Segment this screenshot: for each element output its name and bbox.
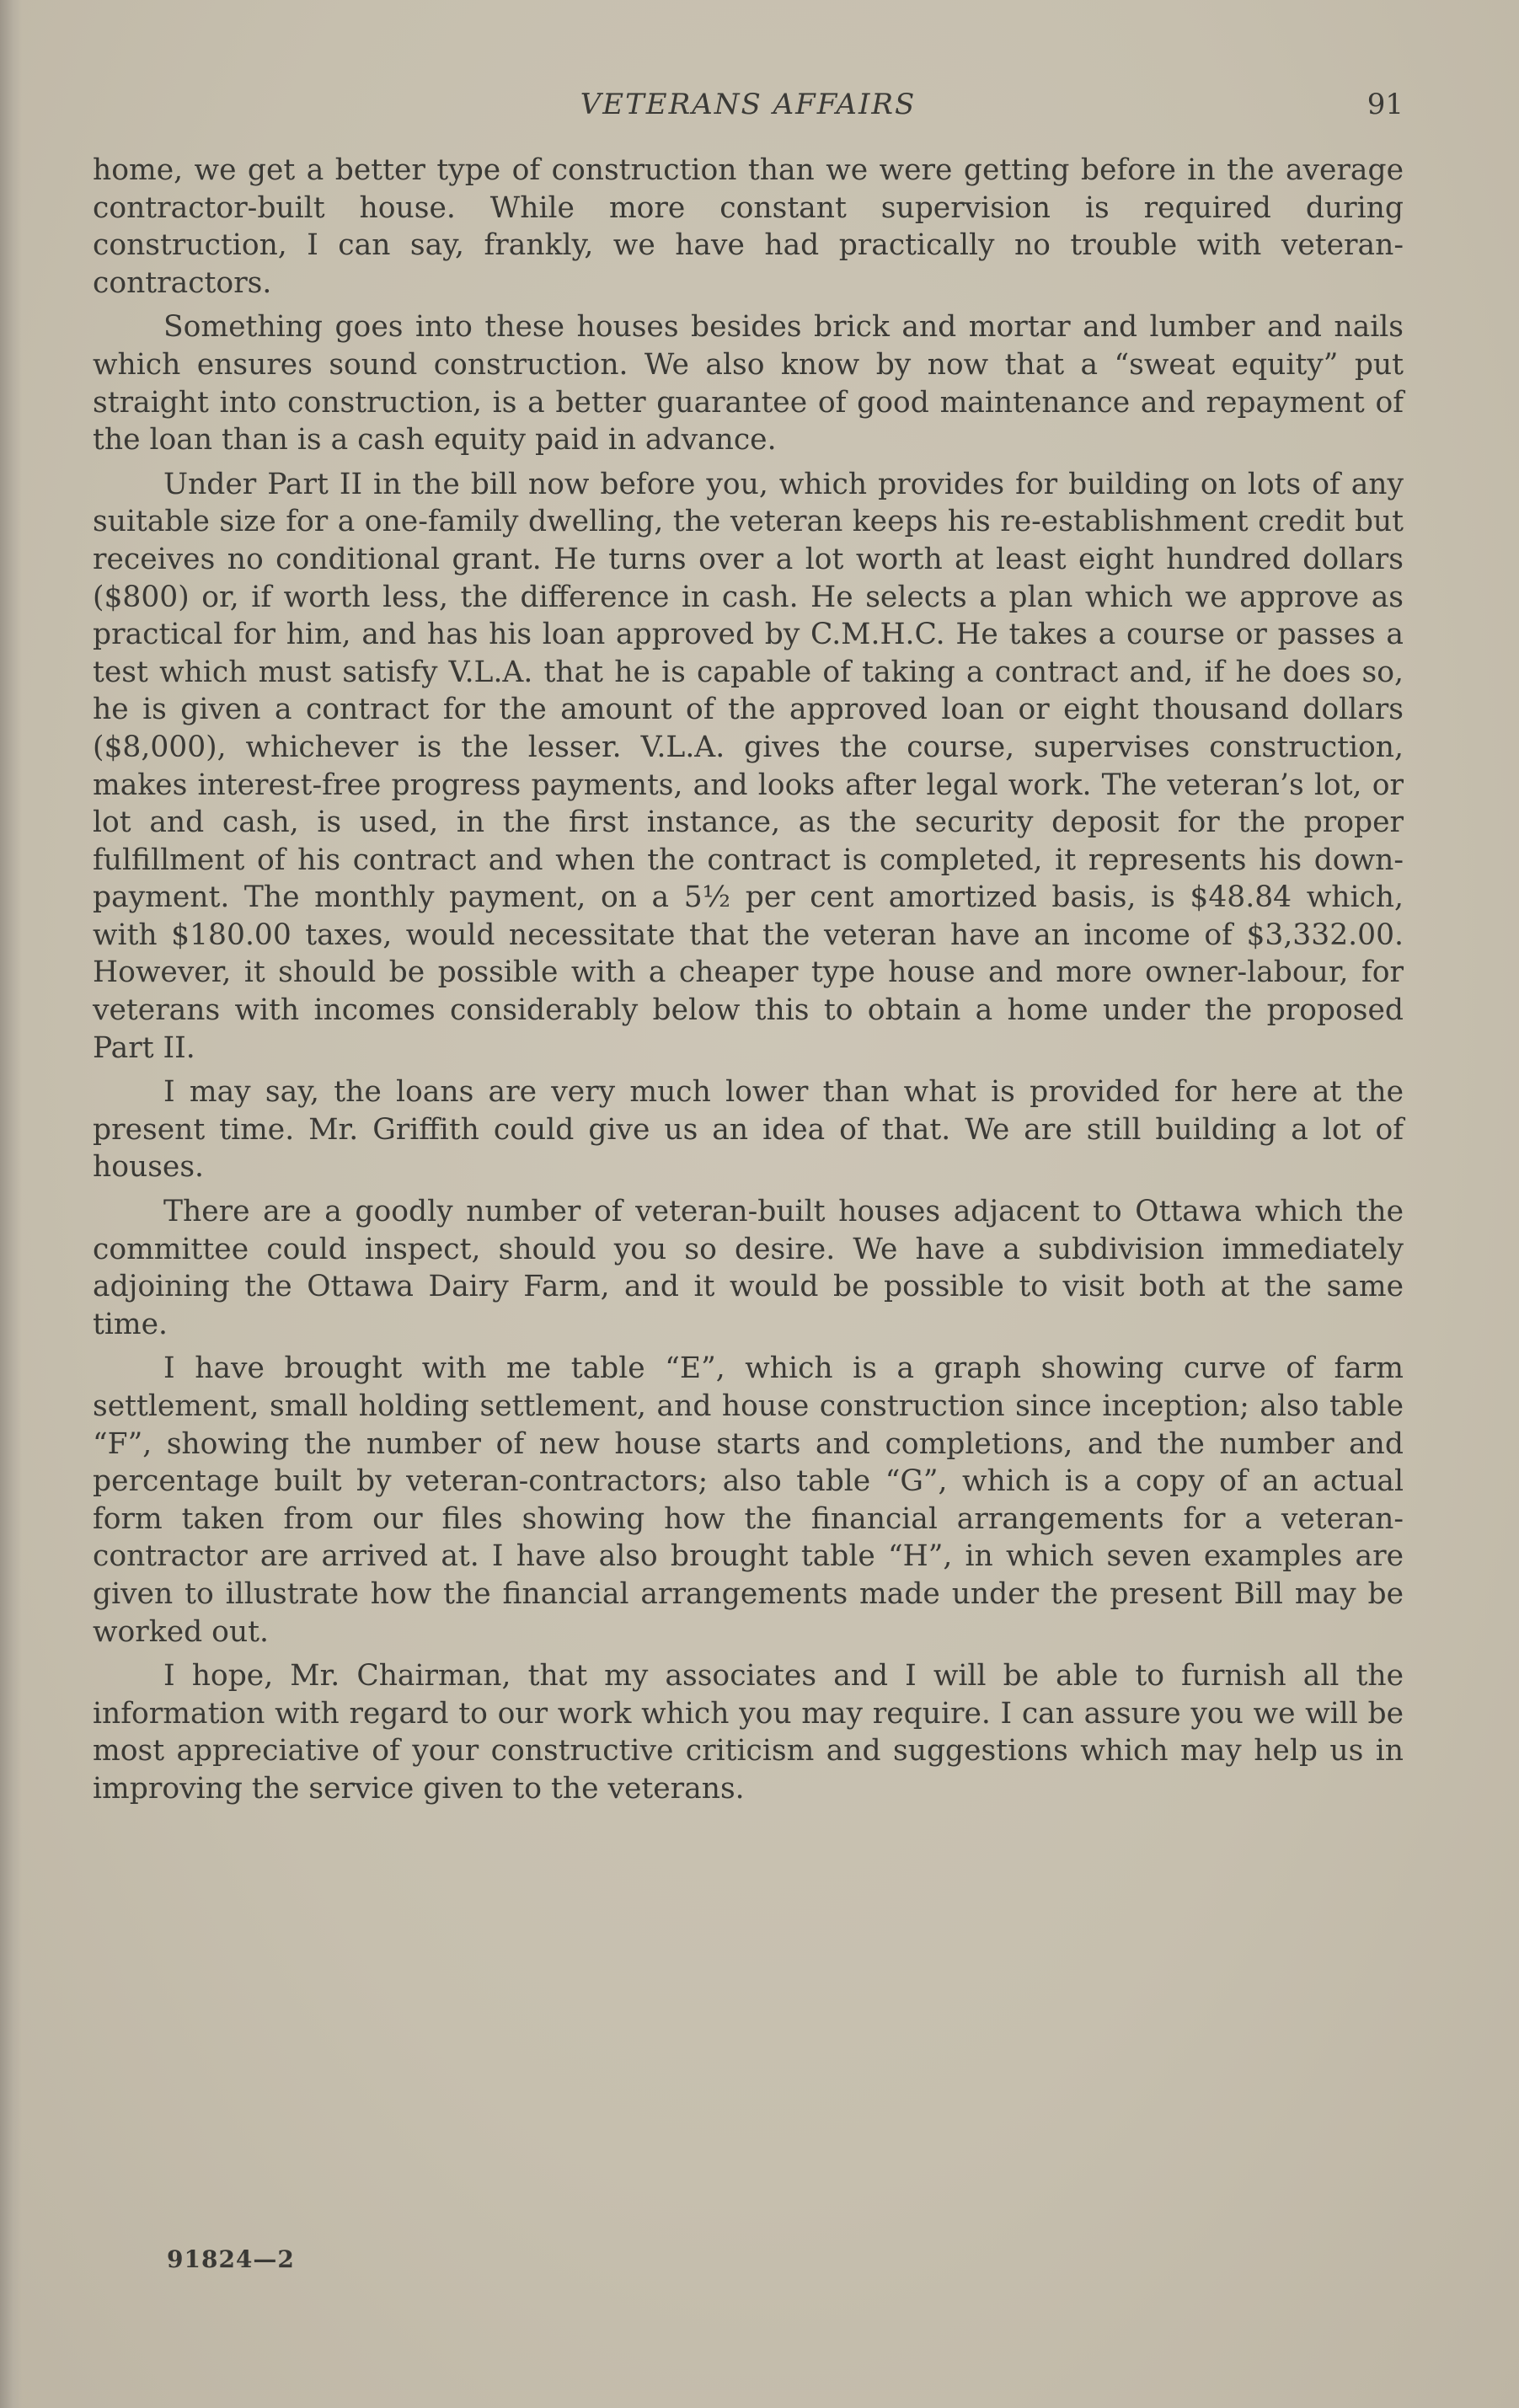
- paragraph: I have brought with me table “E”, which is a graph showing curve of farm settlement, small holding settlement, and house construction since inception; also table “F”, showing the number of new house starts and completions, and the number and percentage built by veteran-contractors; also table “G”, which is a copy of an actual form taken from our files showing how the financial arrangements for a veteran-contractor are arrived at. I have also brought table “H”, in which seven examples are given to illustrate how the financial arrangements made under the present Bill may be worked out.: [93, 1351, 1404, 1649]
- printer-signature-mark: 91824—2: [167, 2245, 295, 2273]
- paragraph: I hope, Mr. Chairman, that my associates and I will be able to furnish all the information with regard to our work which you may require. I can assure you we will be most appreciative of your constructive criticism and suggestions which may help us in improving the service given to the veterans.: [93, 1659, 1404, 1806]
- paragraph: I may say, the loans are very much lower than what is provided for here at the present time. Mr. Griffith could give us an idea of that. We are still building a lot of houses.: [93, 1075, 1404, 1185]
- running-title: VETERANS AFFAIRS: [580, 88, 917, 121]
- page-header: [93, 83, 1404, 130]
- body-text: [93, 152, 1404, 1815]
- paragraph: Under Part II in the bill now before you, which provides for building on lots of any suitable size for a one-family dwelling, the veteran keeps his re-establishment credit but receives no conditional grant. He turns over a lot worth at least eight hundred dollars ($800) or, if worth less, the difference in cash. He selects a plan which we approve as practical for him, and has his loan approved by C.M.H.C. He takes a course or passes a test which must satisfy V.L.A. that he is capable of taking a contract and, if he does so, he is given a contract for the amount of the approved loan or eight thousand dollars ($8,000), whichever is the lesser. V.L.A. gives the course, supervises construction, makes interest-free progress payments, and looks after legal work. The veteran’s lot, or lot and cash, is used, in the first instance, as the security deposit for the proper fulfillment of his contract and when the contract is completed, it represents his down-payment. The monthly payment, on a 5½ per cent amortized basis, is $48.84 which, with $180.00 taxes, would necessitate that the veteran have an income of $3,332.00. However, it should be possible with a cheaper type house and more owner-labour, for veterans with incomes considerably below this to obtain a home under the proposed Part II.: [93, 467, 1404, 1065]
- paragraph-continuation: home, we get a better type of construction than we were getting before in the average contractor-built house. While more constant supervision is required during construction, I can say, frankly, we have had practically no trouble with veteran-contractors.: [93, 153, 1404, 300]
- paragraph: There are a goodly number of veteran-built houses adjacent to Ottawa which the committee could inspect, should you so desire. We have a subdivision immediately adjoining the Ottawa Dairy Farm, and it would be possible to visit both at the same time.: [93, 1195, 1404, 1341]
- page-binding-edge: [0, 0, 22, 2408]
- page-number: 91: [1367, 88, 1404, 121]
- paragraph: Something goes into these houses besides brick and mortar and lumber and nails which ensures sound construction. We also know by now that a “sweat equity” put straight into construction, is a better guarantee of good maintenance and repayment of the loan than is a cash equity paid in advance.: [93, 310, 1404, 458]
